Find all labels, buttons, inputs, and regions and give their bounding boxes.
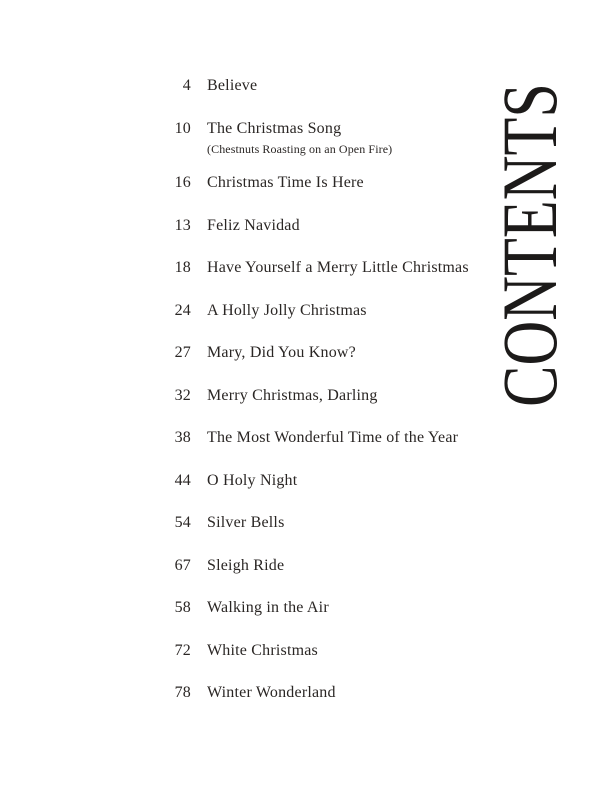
toc-entry-text: [207, 76, 490, 96]
toc-entry: [160, 471, 490, 491]
toc-entry: [160, 173, 490, 193]
toc-list: [160, 76, 490, 726]
toc-entry-text: [207, 598, 490, 618]
toc-entry: [160, 428, 490, 448]
toc-song-title: Mary, Did You Know?: [207, 344, 356, 361]
toc-entry: [160, 119, 490, 156]
toc-page-number: 44: [174, 471, 191, 489]
toc-song-title: The Most Wonderful Time of the Year: [207, 429, 459, 446]
toc-page-number: 18: [174, 259, 191, 276]
toc-entry: [160, 598, 490, 618]
toc-entry-text: [207, 216, 490, 236]
toc-song-title: Winter Wonderland: [207, 684, 336, 701]
toc-page-number: 54: [174, 514, 191, 531]
toc-page-number: 78: [174, 684, 191, 701]
toc-page-number: 27: [174, 344, 191, 361]
toc-song-title: Have Yourself a Merry Little Christmas: [207, 259, 469, 276]
toc-entry-text: [207, 641, 490, 661]
toc-entry: [160, 683, 490, 703]
toc-page-number: 16: [174, 174, 191, 191]
toc-song-title: White Christmas: [207, 641, 318, 659]
toc-entry-text: [207, 343, 490, 363]
toc-song-title: Silver Bells: [207, 514, 285, 531]
toc-page-number: 4: [182, 77, 191, 94]
toc-song-title: The Christmas Song: [207, 119, 342, 137]
toc-entry: [160, 216, 490, 236]
toc-entry-text: [207, 119, 490, 156]
toc-song-subtitle: (Chestnuts Roasting on an Open Fire): [207, 142, 393, 156]
toc-entry: [160, 513, 490, 533]
toc-song-title: Believe: [207, 77, 258, 94]
toc-entry-text: [207, 258, 490, 278]
toc-entry-text: [207, 428, 490, 448]
toc-song-title: Sleigh Ride: [207, 556, 285, 574]
toc-song-title: A Holly Jolly Christmas: [207, 301, 367, 319]
toc-entry-text: [207, 173, 490, 193]
toc-page-number: 13: [174, 216, 191, 234]
toc-entry-text: [207, 683, 490, 703]
toc-entry: [160, 258, 490, 278]
toc-page-number: 58: [174, 599, 191, 616]
toc-page-number: 10: [174, 119, 191, 137]
toc-song-title: Merry Christmas, Darling: [207, 386, 378, 404]
toc-entry: [160, 76, 490, 96]
toc-entry-text: [207, 301, 490, 321]
toc-page-number: 72: [174, 641, 191, 659]
toc-song-title: Walking in the Air: [207, 599, 329, 616]
toc-song-title: Christmas Time Is Here: [207, 174, 364, 191]
toc-page-number: 24: [174, 301, 191, 319]
contents-heading: CONTENTS: [487, 83, 574, 407]
toc-entry: [160, 301, 490, 321]
toc-entry: [160, 641, 490, 661]
toc-entry: [160, 343, 490, 363]
toc-entry: [160, 556, 490, 576]
toc-song-title: Feliz Navidad: [207, 216, 300, 234]
toc-entry: [160, 386, 490, 406]
toc-entry-text: [207, 386, 490, 406]
toc-entry-text: [207, 556, 490, 576]
toc-page-number: 67: [174, 556, 191, 574]
toc-page-number: 38: [174, 429, 191, 446]
toc-page-number: 32: [174, 386, 191, 404]
toc-entry-text: [207, 513, 490, 533]
toc-entry-text: [207, 471, 490, 491]
toc-song-title: O Holy Night: [207, 471, 298, 489]
